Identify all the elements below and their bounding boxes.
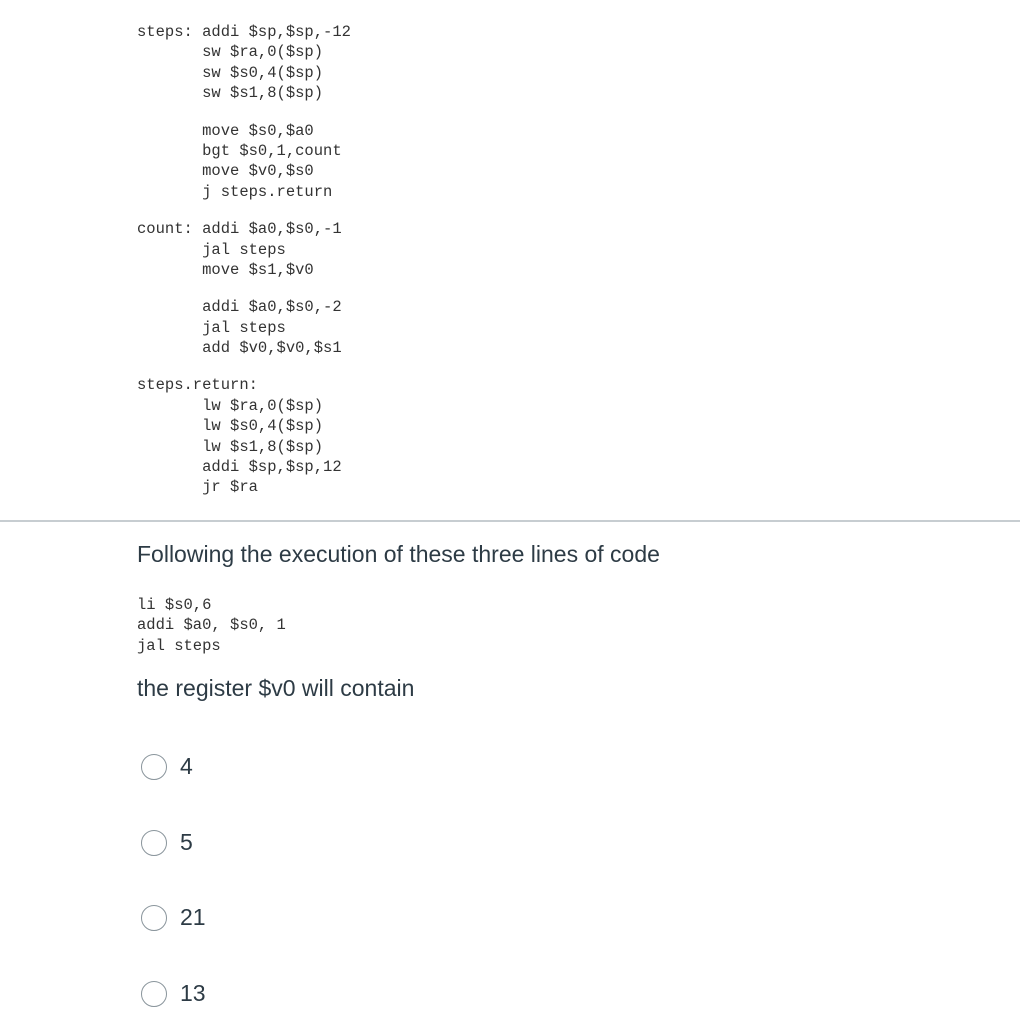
code-blank-line: [137, 358, 351, 375]
snippet-line: jal steps: [137, 636, 221, 655]
answer-option-5[interactable]: [141, 829, 193, 856]
code-line: add $v0,$v0,$s1: [137, 339, 342, 358]
code-line: lw $s0,4($sp): [137, 417, 324, 436]
code-line: sw $ra,0($sp): [137, 43, 324, 62]
answer-label: 13: [180, 980, 206, 1006]
code-line: move $s0,$a0: [137, 121, 314, 140]
radio-button[interactable]: [141, 905, 167, 931]
code-line: sw $s1,8($sp): [137, 84, 324, 103]
answer-label: 5: [180, 829, 193, 855]
code-blank-line: [137, 202, 351, 219]
answer-option-4[interactable]: [141, 753, 193, 780]
question-code-snippet: [137, 595, 286, 656]
code-line: lw $ra,0($sp): [137, 396, 324, 415]
radio-button[interactable]: [141, 830, 167, 856]
answer-option-21[interactable]: [141, 904, 206, 931]
answer-label: 21: [180, 904, 206, 930]
question-intro: Following the execution of these three lines of code: [137, 541, 660, 567]
code-line: steps: addi $sp,$sp,-12: [137, 23, 351, 41]
code-line: move $v0,$s0: [137, 162, 314, 181]
code-line: jal steps: [137, 240, 286, 259]
snippet-line: li $s0,6: [137, 596, 212, 614]
code-blank-line: [137, 280, 351, 297]
code-line: addi $sp,$sp,12: [137, 458, 342, 477]
code-line: bgt $s0,1,count: [137, 141, 342, 160]
code-line: steps.return:: [137, 376, 258, 395]
answer-option-13[interactable]: [141, 980, 206, 1007]
radio-button[interactable]: [141, 754, 167, 780]
code-blank-line: [137, 104, 351, 121]
question-divider: [0, 520, 1020, 522]
code-line: count: addi $a0,$s0,-1: [137, 220, 342, 239]
question-prompt: the register $v0 will contain: [137, 675, 415, 701]
code-line: addi $a0,$s0,-2: [137, 298, 342, 317]
answer-label: 4: [180, 753, 193, 779]
snippet-line: addi $a0, $s0, 1: [137, 616, 286, 635]
code-line: j steps.return: [137, 182, 333, 201]
assembly-code-block: [137, 22, 351, 498]
code-line: jal steps: [137, 318, 286, 337]
code-line: jr $ra: [137, 478, 258, 497]
radio-button[interactable]: [141, 981, 167, 1007]
code-line: move $s1,$v0: [137, 260, 314, 279]
code-line: sw $s0,4($sp): [137, 63, 324, 82]
code-line: lw $s1,8($sp): [137, 437, 324, 456]
